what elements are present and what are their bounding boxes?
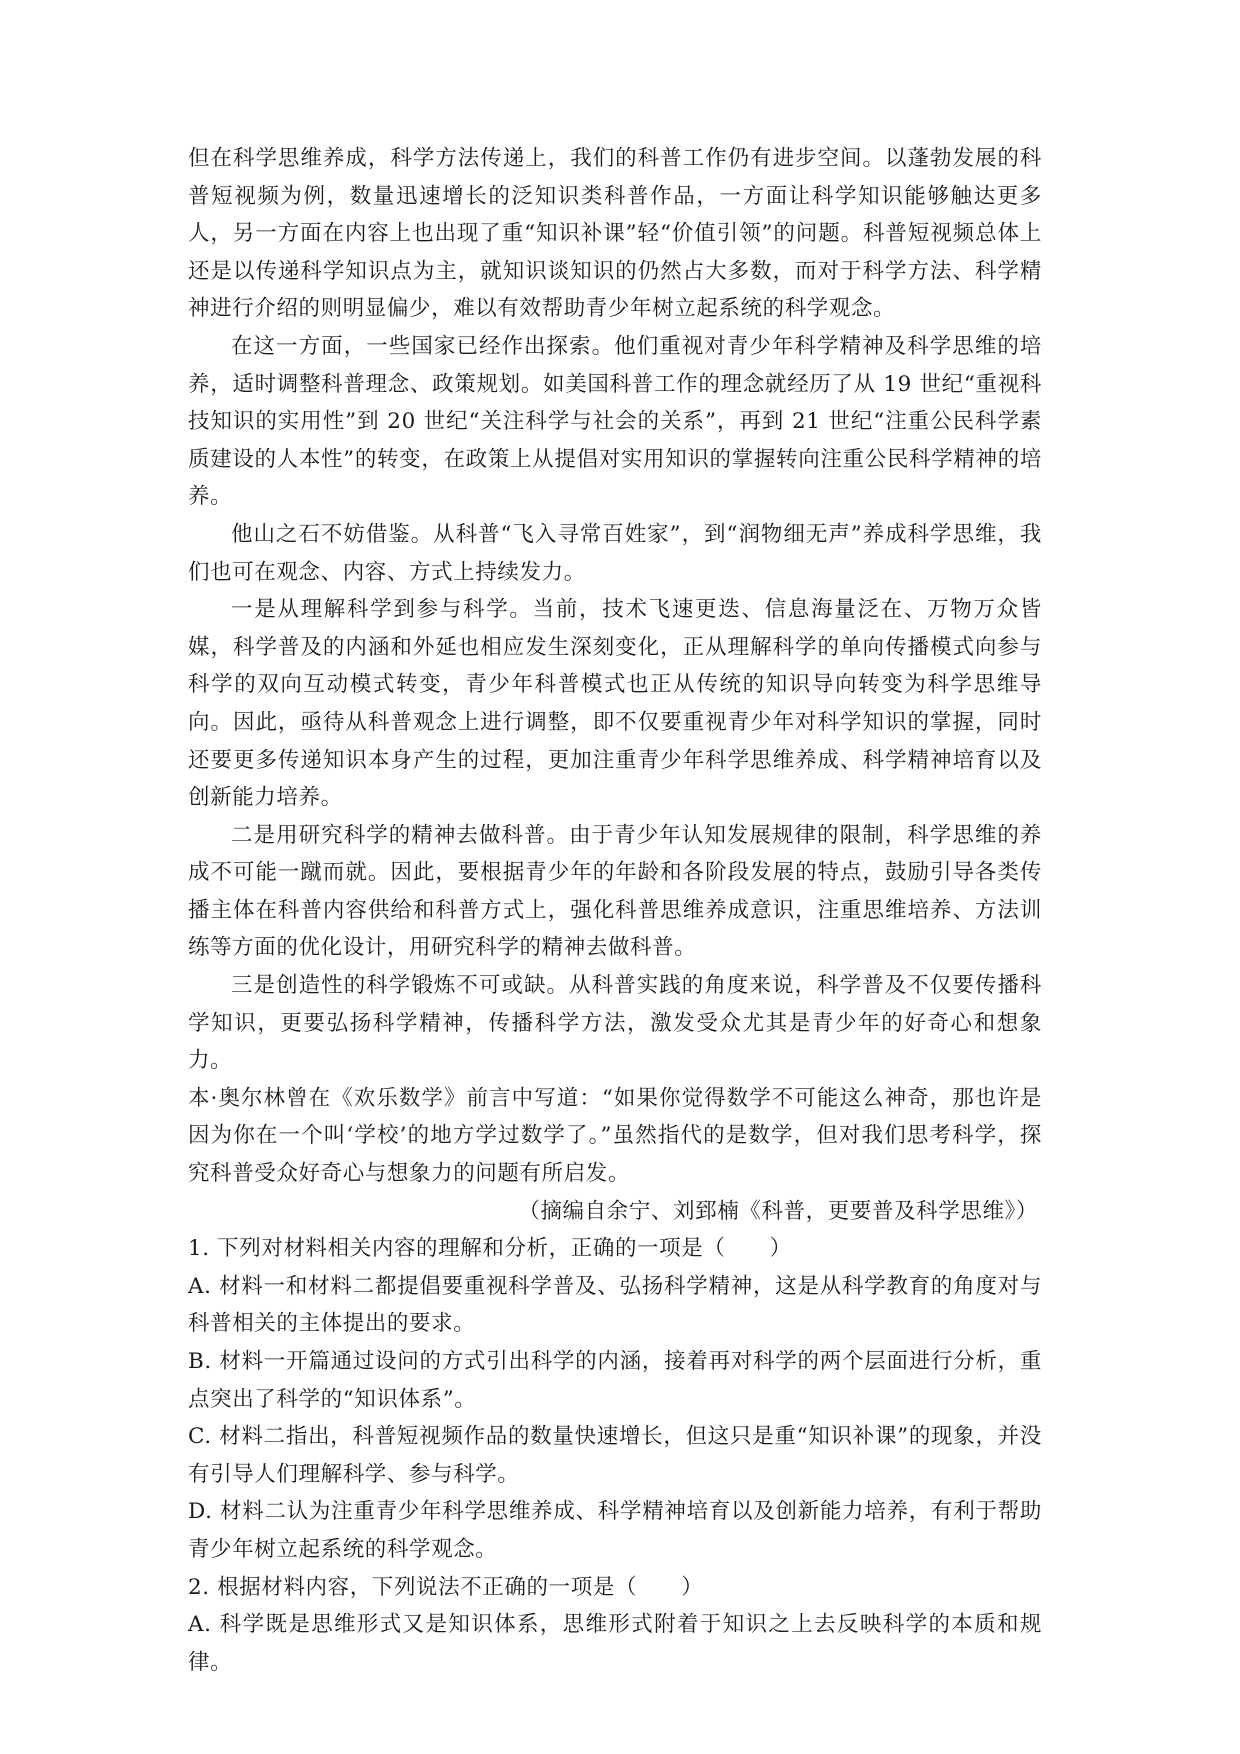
question-2 (188, 1569, 1042, 1682)
paragraph: 一是从理解科学到参与科学。当前，技术飞速更迭、信息海量泛在、万物万众皆媒，科学普及的内涵和外延也相应发生深刻变化，正从理解科学的单向传播模式向参与科学的双向互动模式转变，青少年科普模式也正从传统的知识导向转变为科学思维导向。因此，亟待从科普观念上进行调整，即不仅要重视青少年对科学知识的掌握，同时还要更多传递知识本身产生的过程，更加注重青少年科学思维养成、科学精神培育以及创新能力培养。 (188, 597, 1042, 811)
document-page (188, 140, 1042, 1681)
source-citation: （摘编自余宁、刘郅楠《科普，更要普及科学思维》） (518, 1198, 1038, 1224)
paragraph: 本·奥尔林曾在《欢乐数学》前言中写道：“如果你觉得数学不可能这么神奇，那也许是因为你在一个叫‘学校’的地方学过数学了。”虽然指代的是数学，但对我们思考科学，探究科普受众好奇心与想象力的问题有所启发。 (188, 1085, 1042, 1187)
paragraph: 三是创造性的科学锻炼不可或缺。从科普实践的角度来说，科学普及不仅要传播科学知识，更要弘扬科学精神，传播科学方法，激发受众尤其是青少年的好奇心和想象力。 (188, 973, 1042, 1074)
paragraph: 二是用研究科学的精神去做科普。由于青少年认知发展规律的限制，科学思维的养成不可能一蹴而就。因此，要根据青少年的年龄和各阶段发展的特点，鼓励引导各类传播主体在科普内容供给和科普方式上，强化科普思维养成意识，注重思维培养、方法训练等方面的优化设计，用研究科学的精神去做科普。 (188, 822, 1042, 961)
option-b: B. 材料一开篇通过设问的方式引出科学的内涵，接着再对科学的两个层面进行分析，重点突出了科学的“知识体系”。 (188, 1349, 1042, 1412)
option-c: C. 材料二指出，科普短视频作品的数量快速增长，但这只是重“知识补课”的现象，并没有引导人们理解科学、参与科学。 (188, 1424, 1042, 1487)
paragraph: 但在科学思维养成，科学方法传递上，我们的科普工作仍有进步空间。以蓬勃发展的科普短视频为例，数量迅速增长的泛知识类科普作品，一方面让科学知识能够触达更多人，另一方面在内容上也出现了重“知识补课”轻“价值引领”的问题。科普短视频总体上还是以传递科学知识点为主，就知识谈知识的仍然占大多数，而对于科学方法、科学精神进行介绍的则明显偏少，难以有效帮助青少年树立起系统的科学观念。 (188, 146, 1042, 322)
question-stem: 1. 下列对材料相关内容的理解和分析，正确的一项是（ ） (188, 1236, 792, 1262)
option-a: A. 材料一和材料二都提倡要重视科学普及、弘扬科学精神，这是从科学教育的角度对与科普相关的主体提出的要求。 (188, 1273, 1042, 1337)
option-a: A. 科学既是思维形式又是知识体系，思维形式附着于知识之上去反映科学的本质和规律。 (188, 1612, 1042, 1675)
question-1 (188, 1230, 1042, 1568)
paragraph: 在这一方面，一些国家已经作出探索。他们重视对青少年科学精神及科学思维的培养，适时调整科普理念、政策规划。如美国科普工作的理念就经历了从 19 世纪“重视科技知识的实用性”到 20 世纪“关注科学与社会的关系”，再到 21 世纪“注重公民科学素质建设的人本性”的转变，在政策上从提倡对实用知识的掌握转向注重公民科学精神的培养。 (188, 333, 1042, 510)
paragraph: 他山之石不妨借鉴。从科普“飞入寻常百姓家”，到“润物细无声”养成科学思维，我们也可在观念、内容、方式上持续发力。 (188, 521, 1042, 585)
question-stem: 2. 根据材料内容，下列说法不正确的一项是（ ） (188, 1574, 704, 1600)
option-d: D. 材料二认为注重青少年科学思维养成、科学精神培育以及创新能力培养，有利于帮助青少年树立起系统的科学观念。 (188, 1499, 1042, 1562)
